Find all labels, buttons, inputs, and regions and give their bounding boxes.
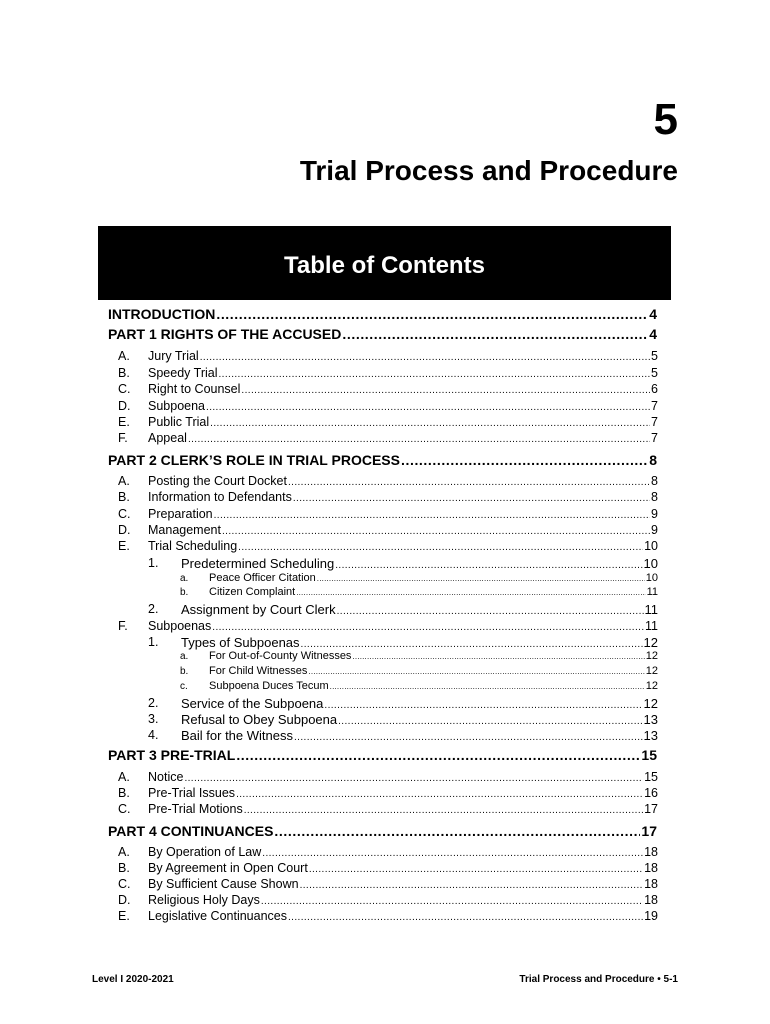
- toc-entry-marker: 1.: [148, 635, 159, 649]
- toc-leader-dots: [317, 574, 645, 583]
- footer-page: Trial Process and Procedure • 5-1: [519, 974, 678, 985]
- toc-entry-page: 12: [643, 696, 658, 711]
- toc-entry-label: By Agreement in Open Court: [148, 861, 308, 875]
- toc-entry-label: By Sufficient Cause Shown: [148, 877, 299, 891]
- toc-entry-page: 10: [643, 556, 658, 571]
- toc-leader-dots: [338, 716, 642, 727]
- toc-entry-page: 9: [651, 523, 658, 537]
- toc-leader-dots: [288, 477, 650, 488]
- toc-entry[interactable]: [148, 382, 658, 396]
- toc-entry-label: PART 1 RIGHTS OF THE ACCUSED: [108, 326, 342, 342]
- toc-entry-page: 8: [649, 452, 657, 468]
- toc-entry[interactable]: [181, 635, 658, 650]
- toc-entry-label: For Child Witnesses: [209, 665, 308, 677]
- toc-entry-page: 18: [644, 845, 658, 859]
- toc-entry-page: 11: [645, 619, 658, 633]
- toc-entry-page: 9: [651, 507, 658, 521]
- toc-entry[interactable]: [148, 399, 658, 413]
- toc-entry-page: 11: [644, 602, 658, 617]
- toc-entry[interactable]: [148, 490, 658, 504]
- toc-entry-marker: 4.: [148, 728, 159, 742]
- toc-entry-marker: A.: [118, 845, 130, 859]
- toc-entry-marker: C.: [118, 382, 131, 396]
- toc-leader-dots: [238, 542, 643, 553]
- toc-entry-marker: F.: [118, 431, 128, 445]
- toc-leader-dots: [300, 880, 644, 891]
- toc-entry-marker: C.: [118, 877, 131, 891]
- chapter-number: 5: [653, 95, 678, 144]
- toc-entry-page: 7: [651, 399, 658, 413]
- toc-entry-page: 13: [643, 712, 658, 727]
- toc-entry-label: Appeal: [148, 431, 187, 445]
- toc-entry-page: 4: [649, 326, 657, 342]
- toc-entry[interactable]: [209, 572, 658, 584]
- toc-entry-label: Subpoena: [148, 399, 206, 413]
- toc-leader-dots: [324, 700, 642, 711]
- toc-entry-marker: E.: [118, 909, 130, 923]
- toc-entry[interactable]: [209, 665, 658, 677]
- toc-entry-label: Information to Defendants: [148, 490, 292, 504]
- toc-entry[interactable]: [108, 306, 657, 322]
- toc-entry-marker: B.: [118, 490, 130, 504]
- toc-leader-dots: [236, 789, 643, 800]
- toc-entry-marker: a.: [180, 573, 189, 584]
- toc-leader-dots: [200, 352, 650, 363]
- toc-entry-label: Subpoena Duces Tecum: [209, 680, 329, 692]
- toc-entry-marker: b.: [180, 666, 189, 677]
- toc-leader-dots: [262, 848, 643, 859]
- toc-entry[interactable]: [108, 326, 657, 342]
- toc-leader-dots: [309, 864, 643, 875]
- toc-leader-dots: [241, 385, 650, 396]
- toc-entry-label: Speedy Trial: [148, 366, 218, 380]
- toc-entry-marker: E.: [118, 415, 130, 429]
- toc-entry-label: Peace Officer Citation: [209, 572, 316, 584]
- toc-entry-label: Legislative Continuances: [148, 909, 287, 923]
- toc-entry-marker: B.: [118, 786, 130, 800]
- toc-entry-page: 10: [645, 572, 658, 584]
- toc-entry-label: Posting the Court Docket: [148, 474, 287, 488]
- toc-entry-page: 8: [651, 474, 658, 488]
- toc-entry-marker: D.: [118, 893, 131, 907]
- toc-entry-marker: 2.: [148, 602, 159, 616]
- toc-leader-dots: [301, 639, 643, 650]
- toc-entry-label: By Operation of Law: [148, 845, 262, 859]
- toc-entry-marker: C.: [118, 802, 131, 816]
- toc-entry-marker: C.: [118, 507, 131, 521]
- toc-entry-label: Jury Trial: [148, 349, 199, 363]
- toc-entry[interactable]: [148, 877, 658, 891]
- toc-entry-label: Religious Holy Days: [148, 893, 260, 907]
- toc-entry[interactable]: [181, 712, 658, 727]
- toc-entry-label: Trial Scheduling: [148, 539, 238, 553]
- toc-entry-label: PART 4 CONTINUANCES: [108, 823, 274, 839]
- toc-entry-page: 15: [644, 770, 658, 784]
- toc-entry-label: Bail for the Witness: [181, 728, 293, 743]
- toc-entry-label: For Out-of-County Witnesses: [209, 650, 352, 662]
- toc-entry-label: Types of Subpoenas: [181, 635, 300, 650]
- toc-entry-marker: b.: [180, 587, 189, 598]
- toc-entry-label: Refusal to Obey Subpoena: [181, 712, 338, 727]
- toc-entry-marker: A.: [118, 770, 130, 784]
- footer-level: Level I 2020-2021: [92, 974, 174, 985]
- toc-entry-page: 6: [651, 382, 658, 396]
- toc-entry-label: INTRODUCTION: [108, 306, 216, 322]
- toc-entry[interactable]: [148, 845, 658, 859]
- toc-leader-dots: [236, 747, 640, 763]
- toc-entry[interactable]: [148, 770, 658, 784]
- toc-entry[interactable]: [148, 786, 658, 800]
- toc-entry-marker: a.: [180, 651, 189, 662]
- toc-leader-dots: [288, 912, 643, 923]
- toc-entry[interactable]: [148, 507, 658, 521]
- toc-entry[interactable]: [148, 619, 658, 633]
- toc-entry-label: Assignment by Court Clerk: [181, 602, 336, 617]
- toc-entry-label: Notice: [148, 770, 184, 784]
- toc-leader-dots: [261, 896, 643, 907]
- toc-entry[interactable]: [148, 909, 658, 923]
- toc-entry-page: 16: [644, 786, 658, 800]
- toc-leader-dots: [218, 369, 650, 380]
- toc-entry-label: Predetermined Scheduling: [181, 556, 335, 571]
- toc-entry[interactable]: [209, 586, 658, 598]
- toc-entry[interactable]: [148, 802, 658, 816]
- toc-entry-label: PART 3 PRE-TRIAL: [108, 747, 236, 763]
- toc-entry[interactable]: [108, 823, 657, 839]
- toc-heading: Table of Contents: [284, 252, 485, 279]
- toc-leader-dots: [222, 526, 650, 537]
- toc-entry-page: 7: [651, 415, 658, 429]
- toc-entry-label: Public Trial: [148, 415, 210, 429]
- toc-entry-label: Pre-Trial Issues: [148, 786, 236, 800]
- toc-entry-page: 18: [644, 893, 658, 907]
- toc-entry-label: Citizen Complaint: [209, 586, 296, 598]
- toc-entry-page: 12: [645, 680, 658, 692]
- toc-entry-page: 4: [649, 306, 657, 322]
- toc-entry-page: 15: [641, 747, 657, 763]
- toc-leader-dots: [337, 606, 644, 617]
- chapter-title: Trial Process and Procedure: [299, 155, 678, 186]
- toc-entry-marker: F.: [118, 619, 128, 633]
- toc-entry-label: Right to Counsel: [148, 382, 241, 396]
- toc-leader-dots: [352, 652, 644, 661]
- toc-entry-label: Management: [148, 523, 221, 537]
- toc-leader-dots: [294, 732, 643, 743]
- toc-entry-page: 12: [645, 665, 658, 677]
- toc-leader-dots: [308, 667, 644, 676]
- toc-entry[interactable]: [181, 728, 658, 743]
- toc-leader-dots: [330, 682, 645, 691]
- toc-entry[interactable]: [148, 366, 658, 380]
- toc-entry-label: PART 2 CLERK’S ROLE IN TRIAL PROCESS: [108, 452, 400, 468]
- toc-entry-page: 19: [644, 909, 658, 923]
- toc-leader-dots: [293, 493, 650, 504]
- toc-entry[interactable]: [148, 474, 658, 488]
- toc-entry-marker: c.: [180, 681, 188, 692]
- toc-entry[interactable]: [148, 431, 658, 445]
- toc-entry[interactable]: [209, 680, 658, 692]
- toc-entry-label: Pre-Trial Motions: [148, 802, 243, 816]
- toc-entry-page: 18: [644, 877, 658, 891]
- toc-entry-page: 18: [644, 861, 658, 875]
- toc-entry-marker: B.: [118, 861, 130, 875]
- toc-leader-dots: [216, 306, 648, 322]
- toc-leader-dots: [188, 434, 650, 445]
- toc-leader-dots: [212, 622, 644, 633]
- toc-entry-marker: 3.: [148, 712, 159, 726]
- toc-entry-page: 7: [651, 431, 658, 445]
- toc-entry[interactable]: [148, 415, 658, 429]
- toc-entry-marker: 2.: [148, 696, 159, 710]
- toc-entry-page: 17: [644, 802, 658, 816]
- toc-entry-page: 11: [646, 586, 658, 598]
- toc-entry-marker: A.: [118, 474, 130, 488]
- toc-entry-marker: 1.: [148, 556, 159, 570]
- toc-entry-page: 5: [651, 366, 658, 380]
- toc-leader-dots: [244, 805, 643, 816]
- toc-entry-label: Service of the Subpoena: [181, 696, 324, 711]
- toc-entry[interactable]: [108, 452, 657, 468]
- toc-entry-page: 5: [651, 349, 658, 363]
- toc-entry[interactable]: [148, 861, 658, 875]
- toc-leader-dots: [342, 326, 648, 342]
- toc-leader-dots: [184, 773, 643, 784]
- toc-entry-page: 12: [645, 650, 658, 662]
- toc-entry-page: 12: [643, 635, 658, 650]
- toc-leader-dots: [296, 588, 645, 597]
- toc-leader-dots: [206, 402, 650, 413]
- toc-entry-marker: E.: [118, 539, 130, 553]
- toc-entry-label: Subpoenas: [148, 619, 212, 633]
- toc-entry-label: Preparation: [148, 507, 213, 521]
- toc-entry[interactable]: [181, 602, 658, 617]
- toc-entry-marker: D.: [118, 399, 131, 413]
- toc-leader-dots: [401, 452, 648, 468]
- toc-leader-dots: [335, 560, 642, 571]
- toc-leader-dots: [210, 418, 650, 429]
- toc-entry-page: 13: [643, 728, 658, 743]
- toc-entry-page: 8: [651, 490, 658, 504]
- toc-leader-dots: [214, 510, 650, 521]
- toc-leader-dots: [274, 823, 640, 839]
- toc-entry[interactable]: [148, 539, 658, 553]
- toc-entry-marker: B.: [118, 366, 130, 380]
- toc-entry[interactable]: [148, 349, 658, 363]
- toc-entry-page: 10: [644, 539, 658, 553]
- toc-entry[interactable]: [209, 650, 658, 662]
- toc-entry[interactable]: [148, 893, 658, 907]
- toc-entry-marker: D.: [118, 523, 131, 537]
- toc-entry[interactable]: [181, 556, 658, 571]
- toc-entry-page: 17: [641, 823, 657, 839]
- toc-entry[interactable]: [148, 523, 658, 537]
- toc-entry[interactable]: [181, 696, 658, 711]
- toc-entry-marker: A.: [118, 349, 130, 363]
- toc-entry[interactable]: [108, 747, 657, 763]
